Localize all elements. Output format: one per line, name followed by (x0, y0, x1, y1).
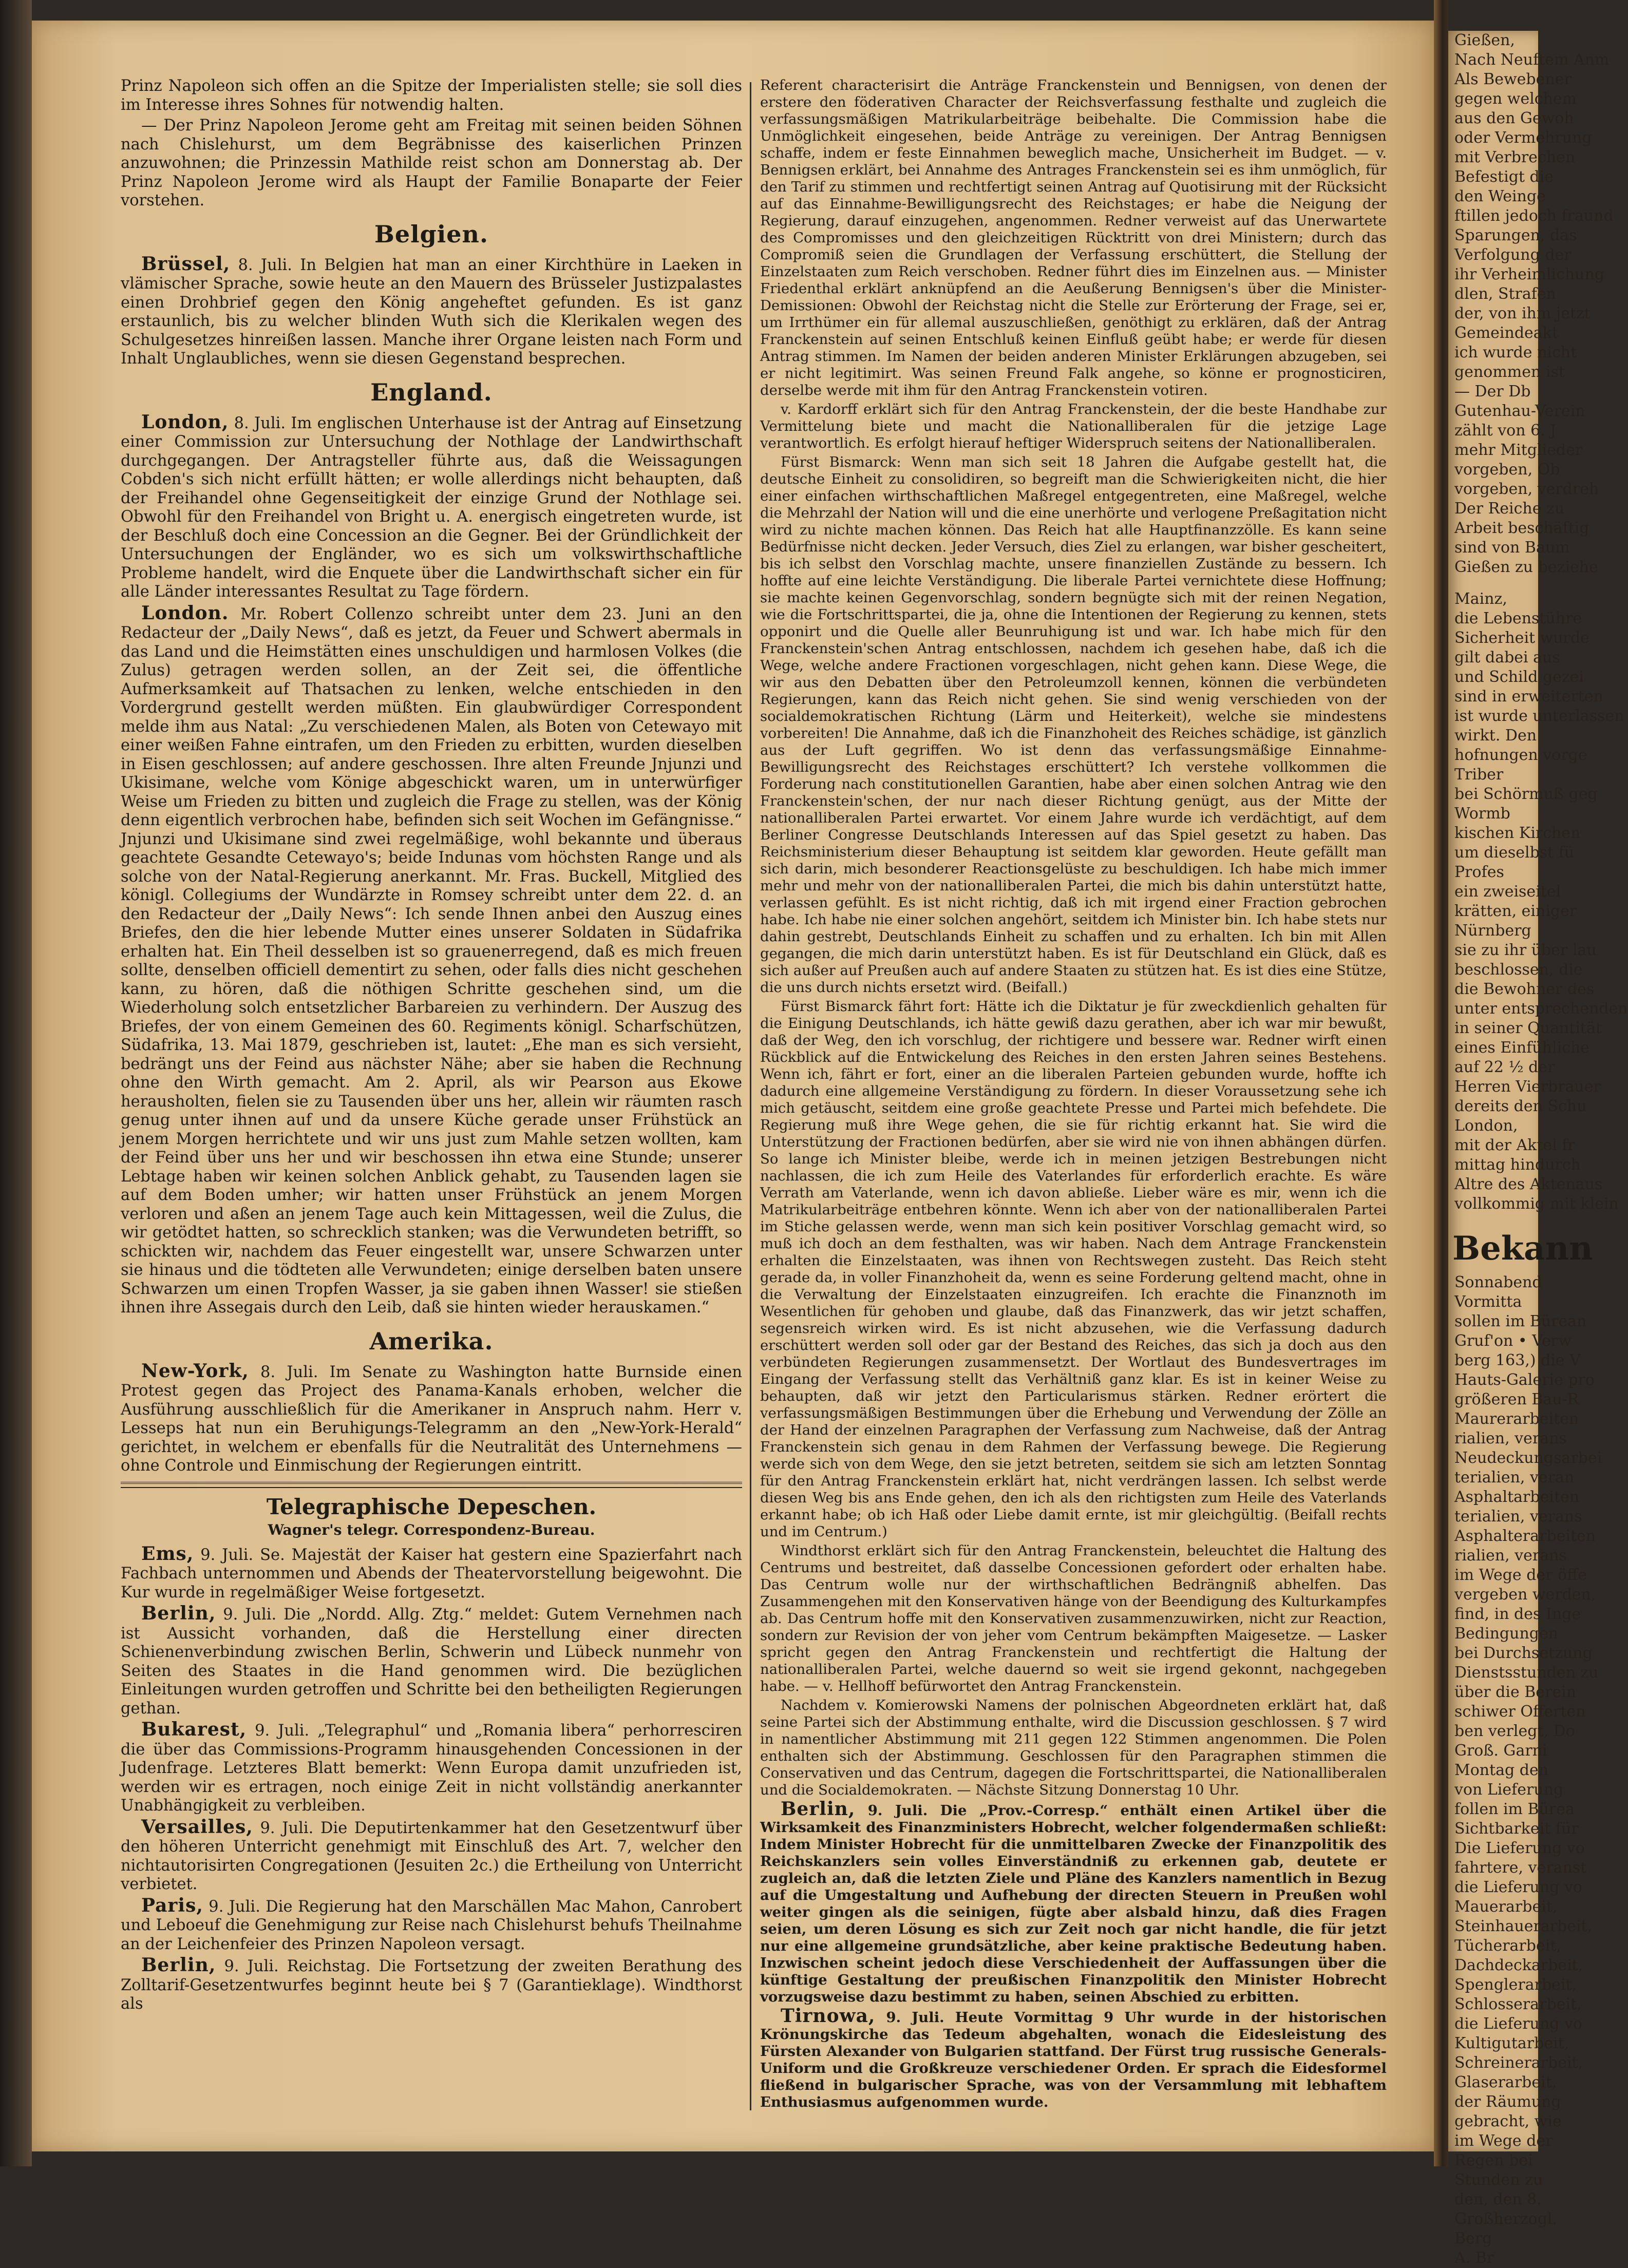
adjacent-page-line: Spenglerarbeit, (1454, 1976, 1577, 1994)
adjacent-page-line: fahrtere, veranst (1454, 1859, 1587, 1877)
adjacent-page-line: sie zu ihr über lau (1454, 941, 1597, 959)
adjacent-page-line: ein zweiseitel (1454, 883, 1561, 901)
adjacent-page-line: von Lieferung (1454, 1781, 1564, 1799)
adjacent-page-lines-top (1448, 31, 1614, 577)
adjacent-page-line: genommen ist (1454, 363, 1565, 381)
adjacent-page-line: Profes (1454, 863, 1504, 881)
adjacent-page-line: größeren Bau-R (1454, 1390, 1579, 1408)
adjacent-page-line: sind von Baum (1454, 539, 1570, 557)
adjacent-page-lines-mid (1448, 589, 1628, 1214)
adjacent-page-line: Nürnberg (1454, 922, 1531, 940)
adjacent-page-line: im Wege der (1454, 2132, 1553, 2150)
article-text: 8. Juli. In Belgien hat man an einer Kirchthüre in Laeken in vlämischer Sprache, sowie heute an den Mauern des Brüsseler Justizpalastes einen Drohbrief gegen den König angeheftet gefunden. Es ist ganz erstaunlich, bis zu welcher blinden Wuth sich die Klerikalen wegen des Schulgesetzes hinreißen lassen. Manche ihrer Organe leisten nach Form und Inhalt Unglaubliches, wenn sie diesen Gegenstand besprechen. (121, 256, 742, 368)
adjacent-page-line: Stunden zu (1454, 2171, 1543, 2189)
adjacent-page-lines-bottom (1448, 1273, 1602, 2268)
adjacent-page-line: Nach Neuftem Anm (1454, 51, 1610, 69)
dateline-place: Berlin, (141, 1954, 216, 1976)
adjacent-page-line: Gießen, (1454, 31, 1515, 49)
adjacent-page-heading: Bekann (1452, 1229, 1593, 1268)
adjacent-page-line: Sonnabend (1454, 1273, 1542, 1291)
reichstag-paragraph: Fürst Bismarck fährt fort: Hätte ich die Diktatur je für zweckdienlich gehalten für die Einigung Deutschlands, ich hätte gewiß dazu gerathen, aber ich war mir bewußt, daß der Weg, den ich vorschlug, der richtigere und bessere war. Redner wirft einen Rückblick auf die Entwickelung des Reiches in den ersten Jahren seines Bestehens. Wenn ich, fährt er fort, einer an die liberalen Parteien gebunden wurde, hoffte ich dadurch eine allgemeine Verständigung zu fördern. In dieser Voraussetzung sehe ich mich getäuscht, seitdem eine große geachtete Presse und Partei mich befehdete. Die Regierung muß ihre Wege gehen, die sie für richtig erkannt hat. Sie wird die Unterstützung der Fractionen bedürfen, aber sie wird nie von ihnen abhängen dürfen. So lange ich Minister bleibe, werde ich in meinen jetzigen Bestrebungen nicht nachlassen, die ich zum Heile des Vaterlandes für erforderlich erachte. Es wäre Verrath am Vaterlande, wenn ich davon abließe. Lieber wäre es mir, wenn ich die Matrikularbeiträge entbehren könnte. Wenn ich aber von der nationalliberalen Partei im Stiche gelassen werde, wenn man sich kein positiver Vorschlag gemacht wird, so muß ich doch an dem festhalten, was wir haben. Nach dem Antrage Franckenstein erhalten die Einzelstaaten, was ihnen von Rechtswegen zusteht. Das Reich steht gerade da, in voller Finanzhoheit da, wenn es seine Forderung geltend macht, ohne in die Verwaltung der Einzelstaaten einzugreifen. Ich erachte die Finanznoth im Wesentlichen für gehoben und glaube, daß das Finanzwerk, das wir jetzt schaffen, segensreich wirken wird. Es ist nicht abzusehen, wie die Verfassung dadurch erschüttert werden soll oder gar der Bestand des Reiches, das sich ja doch aus den verbündeten Regierungen zusammensetzt. Der Wortlaut des Bundesvertrages im Eingang der Verfassung stellt das Verhältniß ganz klar. Es ist in keiner Weise zu behaupten, daß wir jetzt den Particularismus stärken. Redner erörtert die verfassungsmäßigen Bestimmungen über die Erhebung und Verwendung der Zölle an der Hand der einzelnen Paragraphen der Verfassung zum Nachweise, daß der Antrag Franckenstein sich genau in dem Rahmen der Verfassung bewege. Die Regierung werde sich von dem Wege, den sie jetzt betreten, seitdem sie sich am letzten Sonntag für den Antrag Franckenstein erklärt hat, nicht verdrängen lassen. Ich selbst werde diesen Weg bis ans Ende gehen, den ich als den richtigsten zum Heile des Vaterlands erkannt habe; ob ich Haß oder Liebe damit ernte, ist mir gleichgültig. (Beifall rechts und im Centrum.) (760, 998, 1387, 1540)
adjacent-page-line: auf 22 ½ der (1454, 1058, 1555, 1076)
reichstag-paragraph: Nachdem v. Komierowski Namens der polnischen Abgeordneten erklärt hat, daß seine Partei sich der Abstimmung enthalte, wird die Discussion geschlossen. § 7 wird in namentlicher Abstimmung mit 211 gegen 122 Stimmen angenommen. Die Polen enthalten sich der Abstimmung. Geschlossen für den Paragraphen stimmen die Conservativen und das Centrum, dagegen die Fortschrittspartei, die Nationalliberalen und die Socialdemokraten. — Nächste Sitzung Donnerstag 10 Uhr. (760, 1697, 1387, 1798)
intro-paragraph: — Der Prinz Napoleon Jerome geht am Freitag mit seinen beiden Söhnen nach Chislehurst, um dem Begräbnisse des kaiserlichen Prinzen anzuwohnen; die Prinzessin Mathilde reist schon am Donnerstag ab. Der Prinz Napoleon Jerome wird als Haupt der Familie Bonaparte der Feier vorstehen. (121, 117, 742, 209)
adjacent-page-line: London, (1454, 1117, 1518, 1135)
adjacent-page-line: Neudeckungsarbei (1454, 1449, 1602, 1467)
article-text: 9. Juli. Reichstag. Die Fortsetzung der zweiten Berathung des Zolltarif-Gesetzentwurfes beginnt heute bei § 7 (Garantieklage). Windthorst als (121, 1957, 743, 2013)
column-divider (750, 82, 751, 2110)
dateline-place: London, (141, 411, 229, 433)
adjacent-page-line: aus den Gewoh (1454, 109, 1574, 127)
article-amerika (121, 1362, 742, 1476)
section-heading-england: England. (370, 378, 493, 406)
telegraph-item (121, 1896, 742, 1954)
telegraph-item (121, 1604, 742, 1718)
article-text: 9. Juli. Die „Nordd. Allg. Ztg.“ meldet: Gutem Vernehmen nach ist Aussicht vorhanden, daß die Herstellung einer directen Schienenverbindung zwischen Berlin, Schwerin und Lübeck nunmehr von Seiten des Staates in die Hand genommen wird. Die bezüglichen Einleitungen wurden getroffen und Schritte bei den betheiligten Regierungen gethan. (121, 1606, 742, 1718)
adjacent-page-line: die Lebenstühre (1454, 609, 1582, 627)
adjacent-page-line: Sichtbarkeit für (1454, 1820, 1579, 1838)
adjacent-page-line: Triber (1454, 766, 1504, 784)
telegraph-item (121, 1720, 742, 1816)
adjacent-page-line: krätten, einiger (1454, 902, 1577, 920)
dateline-place: Ems, (141, 1542, 194, 1565)
article-text: 9. Juli. Heute Vormittag 9 Uhr wurde in der historischen Krönungskirche das Tedeum abgehalten, wonach die Eidesleistung des Fürsten Alexander von Bulgarien stattfand. Der Fürst trug russische Generals-Uniform und die Großkreuze verschiedener Orden. Er sprach die Eidesformel fließend in bulgarischer Sprache, was von der Versammlung mit lebhaftem Enthusiasmus aufgenommen wurde. (760, 2009, 1387, 2110)
adjacent-page-line: follen im Bürea (1454, 1800, 1575, 1818)
reichstag-paragraph: Referent characterisirt die Anträge Franckenstein und Bennigsen, von denen der erstere den föderativen Character der Reichsverfassung festhalte und zugleich die verfassungsmäßigen Matrikularbeiträge beibehalte. Die Commission habe die Unmöglichkeit eingesehen, beide Anträge zu vereinigen. Der Antrag Bennigsen schaffe, indem er feste Einnahmen beweglich mache, Unsicherheit im Budget. — v. Bennigsen erklärt, bei Annahme des Antrages Franckenstein sei es ihm unmöglich, für den Tarif zu stimmen und rechtfertigt seinen Antrag auf Quotisirung mit der Rücksicht auf das Einnahme-Bewilligungsrecht des Reichstages; er habe die Neigung der Regierung, darauf einzugehen, angenommen. Redner verweist auf das Unerwartete des Compromisses und den gleichzeitigen Rücktritt von drei Ministern; durch das Compromiß seien die Grundlagen der Verfassung erschüttert, die Stellung der Einzelstaaten zum Reich verschoben. Redner führt dies im Einzelnen aus. — Minister Friedenthal erklärt anknüpfend an die Aeußerung Bennigsen's über die Minister-Demissionen: Obwohl der Reichstag nicht die Stelle zur Erörterung der Frage, sei er, um Irrthümer ein für allemal auszuschließen, genöthigt zu erklären, daß der Antrag Franckenstein auf seinen Entschluß keinen Einfluß geübt habe; er werde für diesen Antrag stimmen. Im Namen der beiden anderen Minister Erklärungen abzugeben, sei er nicht legitimirt. Was seinen Freund Falk angehe, so könne er prognosticiren, derselbe werde mit ihm für den Antrag Franckenstein votiren. (760, 77, 1387, 398)
adjacent-page-line: ich wurde nicht (1454, 344, 1577, 361)
adjacent-page-line: hofnungen vorge (1454, 746, 1587, 764)
adjacent-page-line: A. Br (1454, 2249, 1494, 2267)
adjacent-page-line: sind in erweiterten (1454, 688, 1603, 706)
adjacent-page-line: mit Verbrechen (1454, 148, 1576, 166)
dateline-place: Brüssel, (141, 253, 231, 275)
adjacent-page-line: ist wurde unterlassen (1454, 707, 1624, 725)
adjacent-page-line: Der Reiche zu (1454, 500, 1565, 518)
article-text: 8. Juli. Im englischen Unterhause ist der Antrag auf Einsetzung einer Commission zur Untersuchung der Nothlage der Landwirthschaft durchgegangen. Der Antragsteller führte aus, daß die Weissagungen Cobden's sich nicht erfüllt hätten; er wolle allerdings nicht behaupten, daß der Freihandel ohne Gegenseitigkeit der einzige Grund der Nothlage sei. Obwohl für den Freihandel von Bright u. A. energisch eingetreten wurde, ist der Beschluß doch eine Concession an die Gegner. Bei der Gründlichkeit der Untersuchungen der Engländer, wo es sich um volkswirthschaftliche Probleme handelt, wird die Enquete über die Landwirthschaft sicher ein für alle Länder interessantes Resultat zu Tage fördern. (121, 414, 742, 601)
adjacent-page-line: Vormitta (1454, 1293, 1522, 1311)
adjacent-page-line: Schreinerarbeit, (1454, 2054, 1583, 2072)
section-rule (121, 1482, 742, 1488)
adjacent-page-line: Verfolgung der (1454, 246, 1572, 264)
adjacent-page-line: Dachdeckarbeit, (1454, 1956, 1583, 1974)
adjacent-page-line: zählt von 6. J (1454, 422, 1557, 440)
adjacent-page-line: vorgeben, verdreh (1454, 480, 1599, 498)
adjacent-page-line: in seiner Quantität (1454, 1019, 1602, 1037)
adjacent-page-line: den Weinge (1454, 187, 1546, 205)
dateline-place: Paris, (141, 1894, 203, 1916)
article-belgien (121, 255, 742, 369)
adjacent-page-line: Als Bewebener (1454, 70, 1572, 88)
section-heading-telegraphs: Telegraphische Depeschen. (266, 1494, 597, 1519)
adjacent-page-line: Montag den (1454, 1761, 1549, 1779)
article-text: 9. Juli. „Telegraphul“ und „Romania libera“ perhorresciren die über das Commissions-Programm hinausgehenden Concessionen in der Judenfrage. Letzteres Blatt bemerkt: Wenn Europa damit unzufrieden ist, werden wir es ertragen, noch einige Zeit in nicht vollständig anerkannter Unabhängigkeit zu verbleiben. (121, 1722, 743, 1815)
adjacent-page-line: dereits den Schu (1454, 1097, 1587, 1115)
adjacent-page-line: gegen welchem (1454, 90, 1577, 108)
adjacent-page-line: Altre des Aktenaus (1454, 1175, 1603, 1193)
adjacent-page-line: der Räumung (1454, 2093, 1561, 2111)
adjacent-page-line: der, von ihm jetzt (1454, 304, 1591, 322)
adjacent-page-line: eines Einfühliche (1454, 1039, 1589, 1057)
adjacent-page-line: rialien, verans (1454, 1430, 1567, 1447)
adjacent-page-line: Herren Vierbrauer (1454, 1078, 1601, 1096)
adjacent-page-line: sollen im Bürean (1454, 1312, 1587, 1330)
adjacent-page-line: wirkt. Den (1454, 727, 1537, 745)
dateline-place: London. (141, 602, 229, 624)
adjacent-page-line: Maurerarbeiten (1454, 1410, 1579, 1428)
adjacent-page-line: schiwer Offerten (1454, 1703, 1586, 1721)
dateline-place: Berlin, (141, 1603, 216, 1624)
adjacent-page-line: bei Durchsetzung (1454, 1644, 1593, 1662)
adjacent-page-line: Gießen zu beziehe (1454, 558, 1598, 576)
adjacent-page-line: mit der Aktel fr (1454, 1136, 1575, 1154)
adjacent-page-line: gilt dabei aus (1454, 649, 1560, 666)
dateline-place: Berlin, (781, 1798, 856, 1820)
adjacent-page-line: ihr Verheimlichung (1454, 265, 1605, 283)
adjacent-page-line: Regen bei (1454, 2151, 1533, 2169)
adjacent-page-line: die Lieferung vo (1454, 2015, 1582, 2033)
adjacent-page-line: Kultigutarbeit, (1454, 2034, 1569, 2052)
adjacent-page-line: Gruf'on • Verw (1454, 1332, 1572, 1350)
intro-paragraph: Prinz Napoleon sich offen an die Spitze der Imperialisten stelle; sie soll dies im Interesse ihres Sohnes für notwendig halten. (121, 77, 742, 114)
dateline-place: Bukarest, (141, 1719, 247, 1740)
section-heading-amerika: Amerika. (369, 1327, 494, 1355)
adjacent-page-line: Mauerarbeit, (1454, 1898, 1558, 1916)
article-tirnowa (760, 2005, 1387, 2111)
adjacent-page-line: Gutenhau-Verein (1454, 402, 1585, 420)
adjacent-page-line: — Der Db (1454, 383, 1531, 401)
adjacent-page-line: Sparungen, das (1454, 226, 1577, 244)
adjacent-page-line: Arbeit beschäftig (1454, 519, 1589, 537)
article-text: 9. Juli. Die „Prov.-Corresp.“ enthält einen Artikel über die Wirksamkeit des Finanzministers Hobrecht, welcher folgendermaßen schließt: Indem Minister Hobrecht für die unmittelbaren Zwecke der Finanzpolitik des Reichskanzlers sein volles Einverständniß zu erkennen gab, deutete er zugleich an, daß die letzten Ziele und Pläne des Kanzlers namentlich in Bezug auf die Umgestaltung und Aufhebung der directen Steuern in Preußen wohl weiter gingen als die seinigen, fügte aber alsbald hinzu, daß dies Fragen seien, um deren Lösung es sich zur Zeit noch gar nicht handle, die für jetzt nur eine allgemeine grundsätzliche, aber keine praktische Bedeutung haben. Inzwischen scheint jedoch diese Verschiedenheit der Auffassungen über die künftige Gestaltung der preußischen Finanzpolitik den Minister Hobrecht vorzugsweise dazu bestimmt zu haben, seinen Abschied zu erbitten. (760, 1802, 1387, 2005)
article-england-2 (121, 604, 742, 1318)
adjacent-page-line: berg 163,) die V (1454, 1351, 1581, 1369)
adjacent-page-line: Dienstsstunden zu (1454, 1664, 1599, 1682)
adjacent-page-line: über die Berein (1454, 1683, 1577, 1701)
adjacent-page-line: und Schild gezei (1454, 668, 1584, 686)
adjacent-page-line: find, in des Inge (1454, 1605, 1581, 1623)
adjacent-page-line: Asphaltarbeiten (1454, 1488, 1580, 1506)
adjacent-page-line: Hauts-Galerie pro (1454, 1371, 1595, 1389)
adjacent-page-line: im Wege der öffe (1454, 1566, 1587, 1584)
adjacent-page-line: mittag hindurch (1454, 1156, 1581, 1174)
adjacent-page-line: oder Vermehrung (1454, 129, 1592, 147)
adjacent-page-line: kischen Kirchen (1454, 824, 1581, 842)
adjacent-page-line: die Lieferung vo (1454, 1878, 1582, 1896)
telegraph-item (121, 1818, 742, 1894)
adjacent-page-line: vollkommig mit klein (1454, 1195, 1619, 1213)
reichstag-paragraph: Windthorst erklärt sich für den Antrag Franckenstein, beleuchtet die Haltung des Centrums und bestreitet, daß dasselbe Concessionen gefordert oder erhalten habe. Das Centrum wolle nur der wirthschaftlichen Bedrängniß abhelfen. Das Zusammengehen mit den Konservativen hänge von der Beendigung des Kulturkampfes ab. Das Centrum hoffe mit den Konservativen zusammenzuwirken, nicht zur Reaction, sondern zur Revision der von jeher vom Centrum bekämpften Maigesetze. — Lasker spricht gegen den Antrag Franckenstein und rechtfertigt die Haltung der nationalliberalen Partei, welche dauernd so weit sie irgend gekonnt, nachgegeben habe. — v. Hellhoff befürwortet den Antrag Franckenstein. (760, 1542, 1387, 1694)
adjacent-page-line: mehr Mitglieder (1454, 441, 1583, 459)
adjacent-page-line: Großherzogl. (1454, 2210, 1558, 2228)
dateline-place: New-York, (141, 1360, 249, 1382)
reichstag-paragraph: v. Kardorff erklärt sich für den Antrag Franckenstein, der die beste Handhabe zur Vermittelung biete und macht die Nationalliberalen für die jetzige Lage verantwortlich. Es erfolgt hierauf heftiger Widerspruch seitens der Nationalliberalen. (760, 401, 1387, 451)
article-england-1 (121, 413, 742, 602)
adjacent-page-line: Die Lieferung vo (1454, 1839, 1585, 1857)
book-spine (0, 0, 32, 2166)
adjacent-page-line: Groß. Garni (1454, 1742, 1547, 1760)
adjacent-page-line: die Bewohner des (1454, 980, 1595, 998)
adjacent-page-line: Schlosserarbeit, (1454, 1995, 1582, 2013)
adjacent-page-line: Mainz, (1454, 590, 1507, 608)
adjacent-page-line: Berg (1454, 2229, 1492, 2247)
adjacent-page-line: dlen, Strafen (1454, 285, 1556, 303)
adjacent-page-line: Bedingungen (1454, 1625, 1559, 1643)
dateline-place: Tirnowa, (781, 2005, 876, 2027)
telegraph-bureau: Wagner's telegr. Correspondenz-Bureau. (268, 1521, 595, 1538)
article-text: Mr. Robert Collenzo schreibt unter dem 23. Juni an den Redacteur der „Daily News“, daß es jetzt, da Feuer und Schwert abermals in das Land und die Heimstätten eines unschuldigen und harmlosen Volkes (die Zulus) getragen werden sollen, an der Zeit sei, die öffentliche Aufmerksamkeit auf Thatsachen zu lenken, welche entschieden in den Vordergrund gestellt werden müßten. Ein glaubwürdiger Correspondent melde ihm aus Natal: „Zu verschiedenen Malen, als Boten von Cetewayo mit einer weißen Fahne eintrafen, um den Frieden zu erbitten, wurden dieselben in Eisen geschlossen; auf andere geschossen. Ihre alten Freunde Jnjunzi und Ukisimane, welche vom Könige abgeschickt waren, um in unterwürfiger Weise um Frieden zu bitten und zugleich die Frage zu stellen, was der König denn eigentlich verbrochen habe, befinden sich seit Wochen im Gefängnisse.“ Jnjunzi und Ukisimane sind zwei regelmäßige, wohl bekannte und überaus geachtete Gesandte Cetewayo's; beide Indunas vom höchsten Range und als solche von der Natal-Regierung anerkannt. Mr. Fras. Buckell, Mitglied des königl. Collegiums der Wundärzte in Romsey schreibt unter dem 22. d. an den Redacteur der „Daily News“: Ich sende Ihnen anbei den Auszug eines Briefes, den die hier lebende Mutter eines unserer Soldaten in Südafrika erhalten hat. Ein Theil desselben ist so grauenerregend, daß es mich freuen sollte, denselben officiell dementirt zu sehen, oder falls dies nicht geschehen kann, zu hören, daß die nöthigen Schritte geschehen sind, um die Wiederholung solch entsetzlicher Barbareien zu verhindern. Der Auszug des Briefes, der von einem Gemeinen des 60. Regiments königl. Scharfschützen, Südafrika, 13. Mai 1879, geschrieben ist, lautet: „Ehe man es sich versieht, bedrängt uns der Feind aus nächster Nähe; aber sie haben die Rechnung ohne den Wirth gemacht. Am 2. April, als wir Pearson aus Ekowe herausholten, fielen sie zu Tausenden über uns her, allein wir räumten rasch genug unter ihnen auf und da unsere Küche gerade unser Frühstück an jenem Morgen herrichtete und wir uns just zum Mahle setzen wollten, kam der Feind über uns her und wir beschossen ihn etwa eine Stunde; unserer Lebtage haben wir keinen solchen Anblick gehabt, zu Tausenden lagen sie auf dem Boden umher; wir hatten unser Frühstück an jenem Morgen verloren und aßen an jenem Tage auch kein Mittagessen, weil die Zulus, die wir getödtet hatten, so schrecklich stanken; was die Verwundeten betrifft, so schickten wir, nachdem das Feuer eingestellt war, unsere Schwarzen unter sie hinaus und die tödteten alle Verwundeten; einige derselben baten unsere Schwarzen um einen Tropfen Wasser, ja sie gaben ihnen Wasser! sie stießen ihnen ihre Assegais durch den Leib, daß sie hinten wieder herauskamen.“ (121, 605, 742, 1317)
adjacent-page-line: bei Schörmuß geg (1454, 785, 1598, 803)
adjacent-page-line: vorgeben, Ob (1454, 461, 1560, 479)
adjacent-page-line: gebracht, wie (1454, 2112, 1562, 2130)
reichstag-paragraph: Fürst Bismarck: Wenn man sich seit 18 Jahren die Aufgabe gestellt hat, die deutsche Einheit zu consolidiren, so begreift man die Schwierigkeiten nicht, die hier einer einfachen wirthschaftlichen Maßregel entgegentreten, eine Maßregel, welche die Mehrzahl der Nation will und die eine unerhörte und verlogene Preßagitation nicht wird zu nichte machen können. Das Reich hat alle Hauptfinanzzölle. Es kann seine Bedürfnisse nicht decken. Jeder Versuch, dies Ziel zu erlangen, war bisher gescheitert, bis ich selbst den Vorschlag machte, unsere finanziellen Zustände zu bessern. Ich hoffte auf eine leichte Verständigung. Die liberale Partei vernichtete diese Hoffnung; sie machte keinen Gegenvorschlag, sondern begnügte sich mit der reinen Negation, wie die Fortschrittspartei, die ja, ohne die Intentionen der Regierung zu kennen, stets opponirt und die Quelle aller Beunruhigung ist und war. Ich habe mich für den Franckenstein'schen Antrag entschlossen, nachdem ich gesehen habe, daß ich die Wege, welche andere Fractionen vorgeschlagen, nicht gehen kann. Diese Wege, die wir aus den Debatten über den Petroleumzoll kennen, können die verbündeten Regierungen, kann das Reich nicht gehen. Sie sind wenig verschieden von der socialdemokratischen Richtung (Lärm und Heiterkeit), welche sie mindestens vorbereiten! Die Annahme, daß ich die Finanzhoheit des Reiches schädige, ist gänzlich aus der Luft gegriffen. Wo ist denn das verfassungsmäßige Einnahme-Bewilligungsrecht des Reichstages erschüttert? Ich verstehe vollkommen die Forderung nach constitutionellen Garantien, habe aber einen solchen Antrag wie den Franckenstein'schen, der nur nach dieser Richtung genügt, aus der Mitte der nationalliberalen Partei erwartet. Vor einem Jahre wurde ich verdächtigt, auf dem Berliner Congresse Deutschlands Interessen auf das Spiel gesetzt zu haben. Das Reichsministerium dieser Behauptung ist seitdem klar geworden. Heute gefällt man sich darin, mich besonderer Reactionsgelüste zu beschuldigen. Ich habe mich immer mehr und mehr von der nationalliberalen Partei, die mich bis dahin unterstützt hatte, verlassen gefühlt. Es ist nicht richtig, daß ich mit irgend einer Fraction gebrochen habe. Ich habe nie einer solchen angehört, seitdem ich Minister bin. Ich habe stets nur dahin gestrebt, Deutschlands Einheit zu schaffen und zu erhalten. Ich bin mit Allen gegangen, die mich darin unterstützt haben. Es ist für Deutschland ein Glück, daß es sich außer auf Preußen auch auf andere Staaten zu stützen hat. Es ist dies eine Stütze, die uns durch nichts ersetzt wird. (Beifall.) (760, 454, 1387, 996)
adjacent-page-line: vergeben werden, (1454, 1586, 1596, 1604)
adjacent-page-line: Tücherarbeit, (1454, 1937, 1561, 1955)
book-gutter (1434, 0, 1448, 2166)
adjacent-page-line: Glaserarbeit, (1454, 2073, 1557, 2091)
left-column (121, 77, 742, 2121)
article-berlin-provcorresp (760, 1798, 1387, 2006)
section-heading-belgien: Belgien. (374, 220, 488, 248)
adjacent-page-line: Wormb (1454, 805, 1510, 823)
adjacent-page-fragment (1448, 31, 1628, 2267)
adjacent-page-line: rialien, verans (1454, 1547, 1567, 1565)
adjacent-page-line: Asphalterarbeiten (1454, 1527, 1596, 1545)
article-text: 9. Juli. Die Regierung hat den Marschällen Mac Mahon, Canrobert und Leboeuf die Genehmigung zur Reise nach Chislehurst behufs Theilnahme an der Leichenfeier des Prinzen Napoleon versagt. (121, 1897, 743, 1953)
adjacent-page-line: den, den 8. (1454, 2190, 1542, 2208)
adjacent-page-line: Befestigt die (1454, 168, 1554, 186)
adjacent-page-line: terialien, veran (1454, 1469, 1575, 1486)
adjacent-page-line: um dieselbst fü (1454, 844, 1575, 862)
adjacent-page-line: ftillen jedoch fraund (1454, 207, 1614, 225)
dateline-place: Versailles, (141, 1816, 253, 1838)
adjacent-page-line: terialien, verans (1454, 1508, 1582, 1526)
right-column (760, 77, 1387, 2121)
telegraph-item (121, 1542, 742, 1603)
adjacent-page-line: unter entsprechenden (1454, 1000, 1628, 1018)
article-text: 8. Juli. Im Senate zu Washington hatte Burnside einen Protest gegen das Project des Panama-Kanals erhoben, welcher die Ausführung ausschließlich für die Amerikaner in Anspruch nahm. Herr v. Lesseps hat nun ein Beruhigungs-Telegramm an den „New-York-Herald“ gerichtet, in welchem er ebenfalls für die Neutralität des Unternehmens — ohne Controle und Einmischung der Regierungen eintritt. (121, 1363, 742, 1475)
article-text: 9. Juli. Die Deputirtenkammer hat den Gesetzentwurf über den höheren Unterricht genehmigt mit Einschluß des Art. 7, welcher den nichtautorisirten Congregationen (Jesuiten 2c.) die Ertheilung von Unterricht verbietet. (121, 1819, 742, 1893)
article-text: 9. Juli. Se. Majestät der Kaiser hat gestern eine Spazierfahrt nach Fachbach unternommen und Abends der Theatervorstellung beigewohnt. Die Kur wurde in regelmäßiger Weise fortgesetzt. (121, 1546, 742, 1602)
adjacent-page-line: Gemeindeakt (1454, 324, 1558, 342)
adjacent-page-line: Sicherheit wurde (1454, 629, 1589, 647)
adjacent-page-line: beschlossen, die (1454, 961, 1583, 979)
adjacent-page-line: Steinhauerarbeit, (1454, 1917, 1593, 1935)
telegraph-item (121, 1956, 742, 2014)
adjacent-page-line: ben verlegt, Do (1454, 1722, 1575, 1740)
